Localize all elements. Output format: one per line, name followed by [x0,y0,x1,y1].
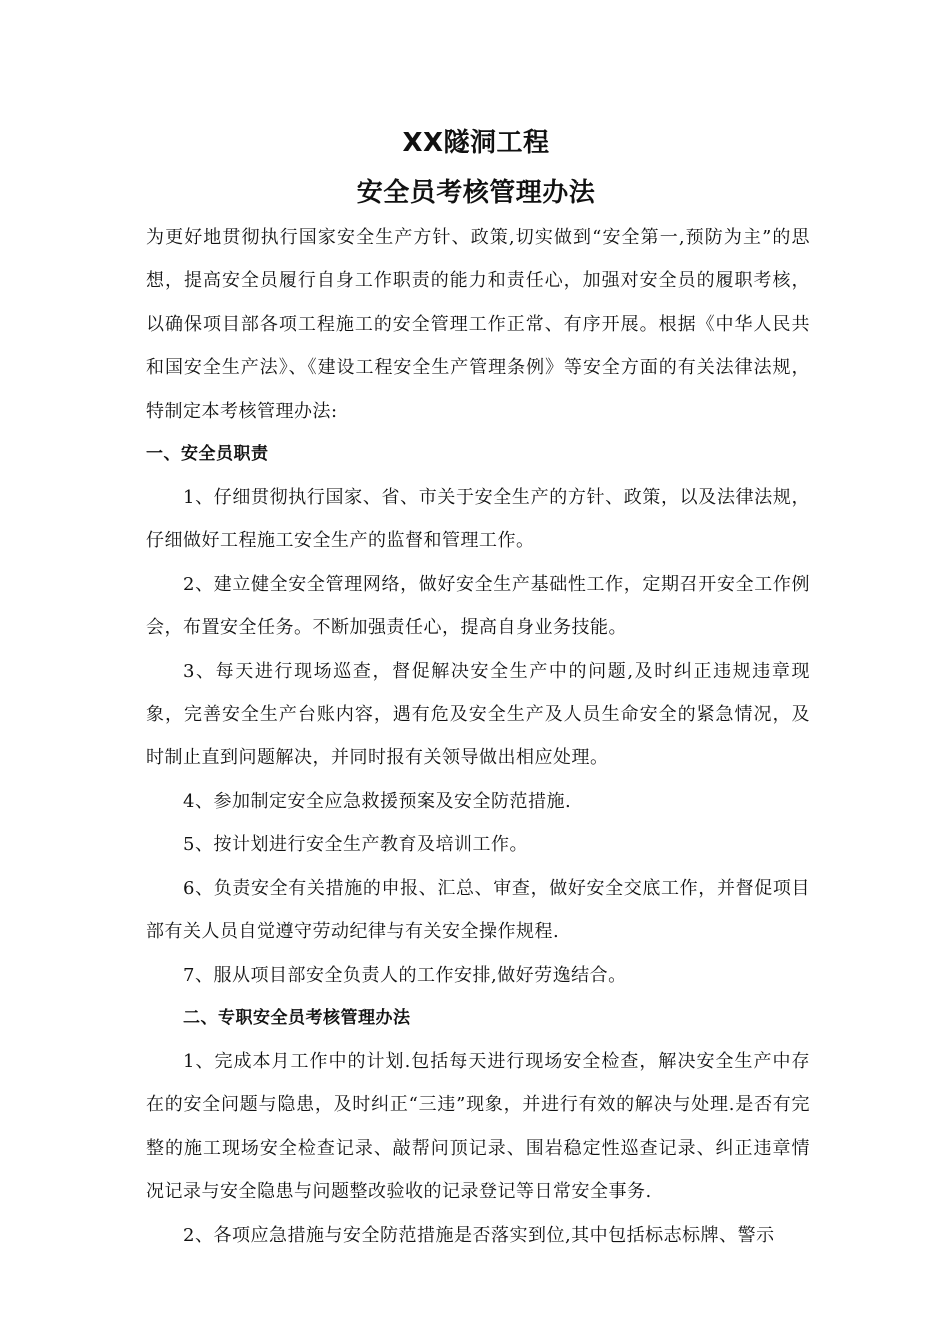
section1-item-2: 2、建立健全安全管理网络，做好安全生产基础性工作，定期召开安全工作例会，布置安全任务。不断加强责任心，提高自身业务技能。 [146,573,810,639]
document-body [146,128,810,1257]
section1-item-6: 6、负责安全有关措施的申报、汇总、审查，做好安全交底工作，并督促项目部有关人员自觉遵守劳动纪律与有关安全操作规程. [146,877,810,943]
section2-item-2: 2、各项应急措施与安全防范措施是否落实到位,其中包括标志标牌、警示 [183,1224,775,1246]
section2-item-1: 1、完成本月工作中的计划.包括每天进行现场安全检查，解决安全生产中存在的安全问题与隐患，及时纠正“三违”现象，并进行有效的解决与处理.是否有完整的施工现场安全检查记录、敲帮问顶记录、围岩稳定性巡查记录、纠正违章情况记录与安全隐患与问题整改验收的记录登记等日常安全事务. [146,1050,810,1203]
section1-heading: 一、安全员职责 [146,444,269,465]
document-title-main: 安全员考核管理办法 [356,178,596,208]
section1-item-4: 4、参加制定安全应急救援预案及安全防范措施. [183,790,572,812]
section2-heading: 二、专职安全员考核管理办法 [183,1007,411,1028]
document-title-project: XX隧洞工程 [402,128,550,158]
section1-item-1: 1、仔细贯彻执行国家、省、市关于安全生产的方针、政策，以及法律法规，仔细做好工程施工安全生产的监督和管理工作。 [146,487,810,552]
section1-item-3: 3、每天进行现场巡查，督促解决安全生产中的问题,及时纠正违规违章现象，完善安全生产台账内容，遇有危及安全生产及人员生命安全的紧急情况，及时制止直到问题解决，并同时报有关领导做出相应处理。 [146,660,810,769]
title-block [142,128,810,216]
section1-item-7: 7、服从项目部安全负责人的工作安排,做好劳逸结合。 [183,964,627,986]
intro-paragraph: 为更好地贯彻执行国家安全生产方针、政策,切实做到“安全第一,预防为主”的思想，提高安全员履行自身工作职责的能力和责任心，加强对安全员的履职考核，以确保项目部各项工程施工的安全管理工作正常、有序开展。根据《中华人民共和国安全生产法》、《建设工程安全生产管理条例》等安全方面的有关法律法规，特制定本考核管理办法: [146,227,810,422]
section1-item-5: 5、按计划进行安全生产教育及培训工作。 [183,834,528,856]
